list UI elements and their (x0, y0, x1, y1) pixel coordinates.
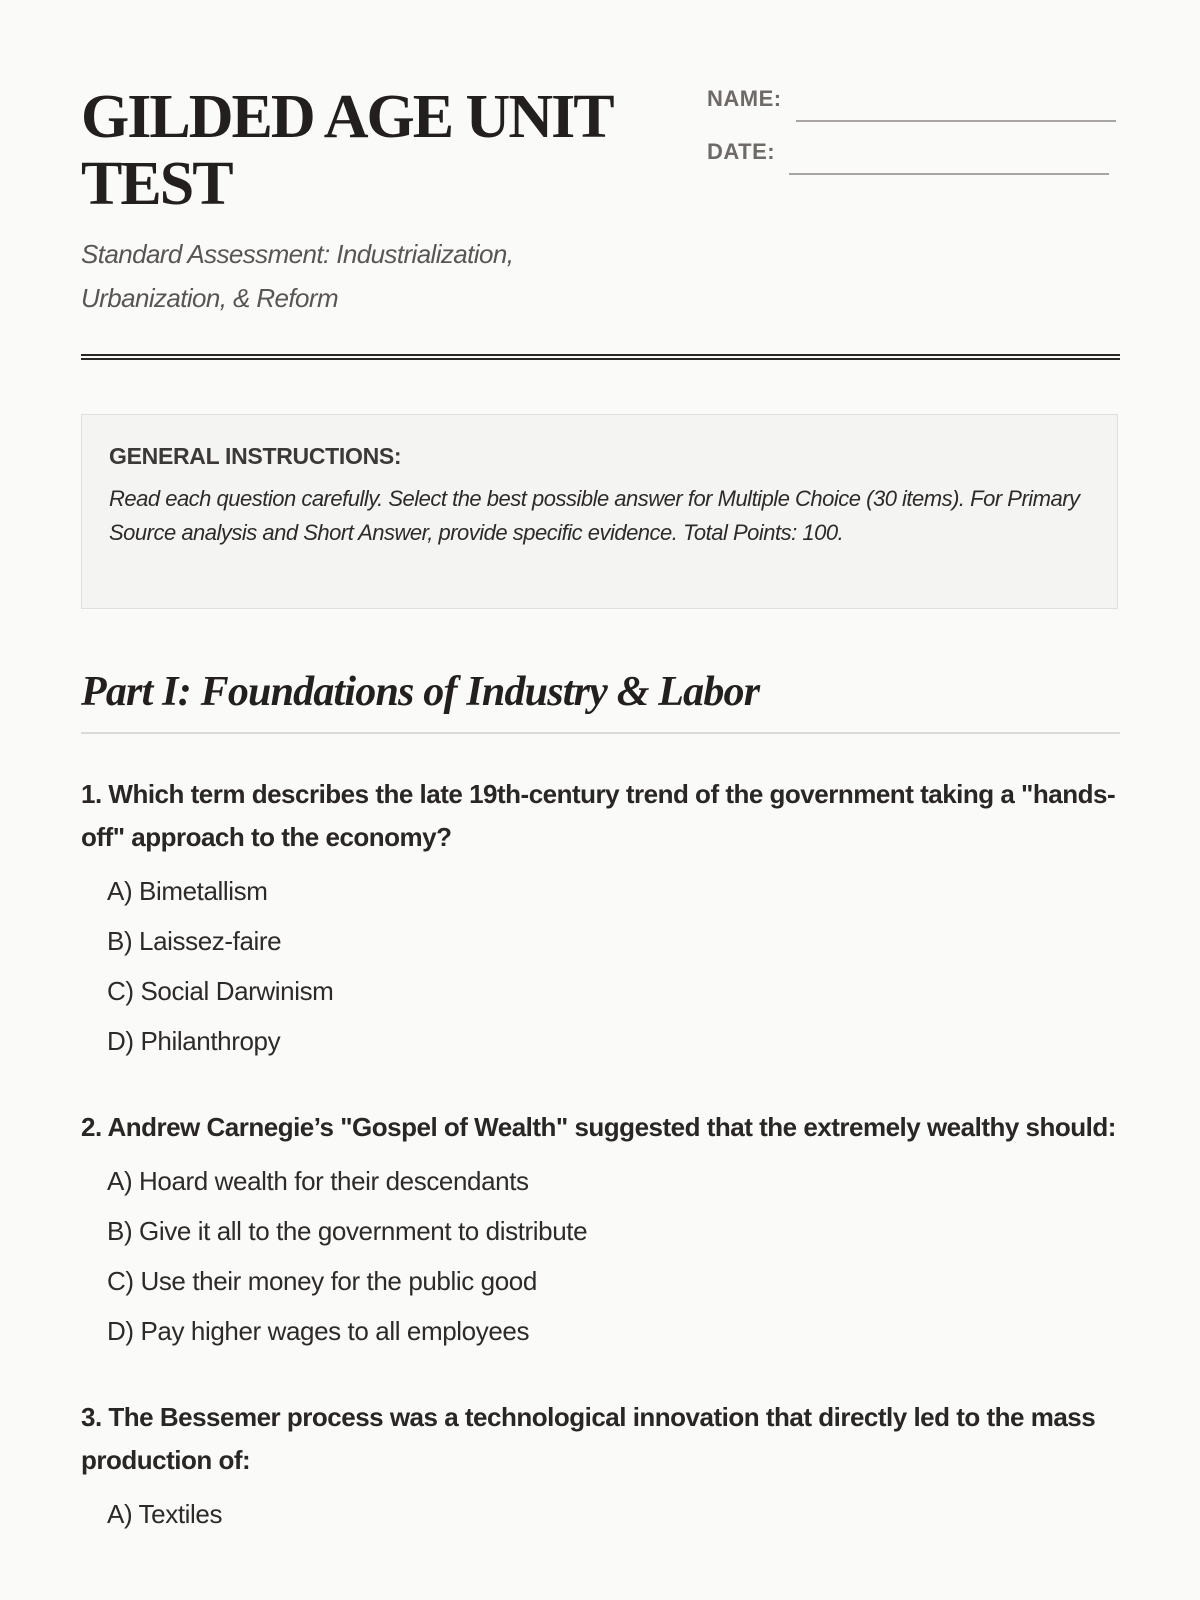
test-title: GILDED AGE UNIT TEST (81, 83, 612, 218)
test-page (81, 0, 1120, 1529)
date-field[interactable] (707, 139, 1109, 165)
question-text: 3. The Bessemer process was a technological innovation that directly led to the mass production of: (81, 1402, 1096, 1475)
answer-option[interactable]: B) Laissez-faire (107, 926, 282, 956)
part-1-heading: Part I: Foundations of Industry & Labor (81, 660, 1120, 734)
answer-option[interactable]: A) Hoard wealth for their descendants (107, 1166, 529, 1196)
answer-option[interactable]: B) Give it all to the government to distribute (107, 1216, 588, 1246)
instructions-heading: GENERAL INSTRUCTIONS: (109, 443, 402, 469)
answer-option[interactable]: A) Textiles (107, 1499, 223, 1529)
question-1 (81, 773, 1120, 1066)
question-3 (81, 1396, 1120, 1539)
question-2 (81, 1106, 1120, 1356)
date-input-line[interactable] (789, 173, 1109, 175)
question-text: 2. Andrew Carnegie’s "Gospel of Wealth" suggested that the extremely wealthy should: (81, 1112, 1116, 1142)
test-subtitle: Standard Assessment: Industrialization, Urbanization, & Reform (81, 239, 514, 313)
general-instructions-box (81, 414, 1118, 609)
name-label: NAME: (707, 86, 782, 111)
date-label: DATE: (707, 139, 776, 164)
answer-option[interactable]: A) Bimetallism (107, 876, 268, 906)
name-field[interactable] (707, 86, 1116, 112)
answer-option[interactable]: D) Philanthropy (107, 1026, 281, 1056)
question-list (81, 773, 1120, 1539)
part-1-header (81, 660, 1120, 734)
question-text: 1. Which term describes the late 19th-century trend of the government taking a "hands-off" approach to the economy? (81, 779, 1116, 852)
answer-option[interactable]: D) Pay higher wages to all employees (107, 1316, 530, 1346)
header-double-rule (81, 354, 1120, 360)
name-input-line[interactable] (796, 120, 1116, 122)
answer-option[interactable]: C) Social Darwinism (107, 976, 334, 1006)
answer-option[interactable]: C) Use their money for the public good (107, 1266, 537, 1296)
instructions-text: Read each question carefully. Select the best possible answer for Multiple Choice (30 items). For Primary Source analysis and Short Answer, provide specific evidence. Total Points: 100. (109, 486, 1080, 545)
test-header (81, 0, 1120, 372)
